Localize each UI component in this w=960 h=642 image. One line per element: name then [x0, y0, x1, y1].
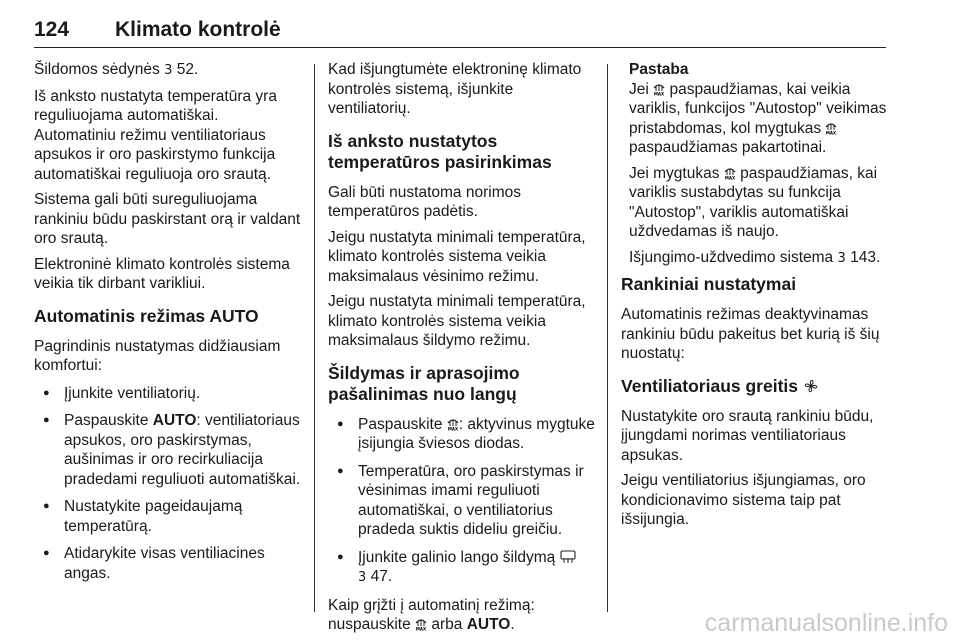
paragraph: Pagrindinis nustatymas didžiausiam komfortui:: [34, 337, 281, 374]
svg-text:MAX: MAX: [826, 130, 837, 135]
watermark: carmanualsonline.info: [704, 609, 948, 637]
list-item: ● Temperatūra, oro paskirstymas ir vėsinimas imami reguliuoti automatiškai, o ventiliatorius pradeda suktis dideliu greičiu.: [328, 462, 596, 540]
bullet-list: [328, 415, 596, 588]
header-divider: [34, 47, 886, 48]
column-1: [34, 60, 302, 591]
max-defrost-icon: [825, 121, 837, 135]
paragraph: Kad išjungtumėte elektroninę klimato kontrolės sistemą, išjunkite ventiliatorių.: [328, 61, 582, 117]
seat-heating-ref: Šildomos sėdynės 3 52.: [34, 61, 199, 78]
max-defrost-icon: [724, 166, 736, 180]
paragraph: Iš anksto nustatyta temperatūra yra reguliuojama automatiškai. Automatiniu režimu ventiliatoriaus apsukos ir oro paskirstymo funkcija automatiškai reguliuoja oro srautą.: [34, 87, 277, 183]
paragraph: Gali būti nustatoma norimos temperatūros padėtis.: [328, 183, 521, 220]
column-2: [328, 60, 596, 641]
heading-auto-mode: Automatinis režimas AUTO: [34, 305, 259, 326]
rear-window-heat-icon: [560, 550, 576, 564]
column-divider-2: [607, 64, 608, 612]
list-item: ● Paspauskite AUTO: ventiliatoriaus apsukos, oro paskirstymas, aušinimas ir oro recirkuliacija pradedami reguliuoti automatiškai.: [34, 411, 302, 489]
paragraph: Jeigu nustatyta minimali temperatūra, klimato kontrolės sistema veikia maksimalaus vėsinimo režimu.: [328, 228, 586, 285]
fan-icon: [803, 378, 819, 394]
page-ref-icon: 3: [358, 570, 367, 585]
max-defrost-icon: [447, 417, 459, 431]
paragraph: Nustatykite oro srautą rankiniu būdu, įjungdami norimas ventiliatoriaus apsukas.: [621, 407, 874, 464]
note-paragraph: Jei mygtukas MAX paspaudžiamas, kai variklis sustabdytas su funkcija "Autostop", variklis automatiškai uždvedamas iš naujo.: [629, 164, 878, 240]
paragraph: Automatinis režimas deaktyvinamas rankiniu būdu pakeitus bet kurią iš šių nuostatų:: [621, 306, 880, 362]
paragraph: Elektroninė klimato kontrolės sistema veikia tik dirbant varikliui.: [34, 255, 290, 292]
paragraph: Sistema gali būti sureguliuojama rankiniu būdu paskirstant orą ir valdant oro srautą.: [34, 191, 301, 247]
column-divider-1: [314, 64, 315, 612]
svg-text:MAX: MAX: [724, 175, 735, 180]
list-item: ● Atidarykite visas ventiliacines angas.: [34, 544, 302, 583]
paragraph: Kaip grįžti į automatinį režimą: nuspauskite MAX arba AUTO.: [328, 596, 535, 633]
page-number: 124: [34, 18, 70, 41]
list-item: ● Įjunkite galinio lango šildymą 3 47.: [328, 548, 596, 588]
note-paragraph: Jei MAX paspaudžiamas, kai veikia variklis, funkcijos "Autostop" veikimas pristabdomas, kol mygtukas MAX paspaudžiamas pakartotinai.: [629, 80, 887, 156]
heading-preset-temperature: Iš anksto nustatytos temperatūros pasirinkimas: [328, 130, 552, 172]
list-item: ● Įjunkite ventiliatorių.: [34, 384, 302, 404]
paragraph: Jeigu ventiliatorius išjungiamas, oro kondicionavimo sistema taip pat išsijungia.: [621, 472, 866, 528]
page-ref-icon: 3: [164, 63, 173, 78]
page-title: Klimato kontrolė: [115, 18, 281, 41]
list-item: ● Paspauskite MAX : aktyvinus mygtuke įsijungia šviesos diodas.: [328, 415, 596, 454]
note-paragraph: Išjungimo-uždvedimo sistema 3 143.: [629, 248, 881, 266]
note-title: Pastaba: [629, 61, 689, 78]
paragraph: Jeigu nustatyta minimali temperatūra, klimato kontrolės sistema veikia maksimalaus šildymo režimu.: [328, 293, 586, 349]
heading-fan-speed: Ventiliatoriaus greitis: [621, 376, 889, 397]
heading-manual-settings: Rankiniai nustatymai: [621, 274, 797, 294]
svg-text:MAX: MAX: [447, 426, 458, 431]
page-header: [34, 16, 886, 48]
svg-text:MAX: MAX: [654, 91, 665, 96]
page-ref-icon: 3: [837, 250, 846, 266]
svg-text:MAX: MAX: [415, 626, 427, 631]
column-3: [621, 60, 889, 536]
max-defrost-icon: [415, 617, 427, 631]
max-defrost-icon: [653, 82, 665, 96]
note-box: [621, 60, 889, 268]
bullet-list: [34, 384, 302, 584]
heading-defrost: Šildymas ir aprasojimo pašalinimas nuo langų: [328, 362, 520, 404]
list-item: ● Nustatykite pageidaujamą temperatūrą.: [34, 497, 302, 536]
